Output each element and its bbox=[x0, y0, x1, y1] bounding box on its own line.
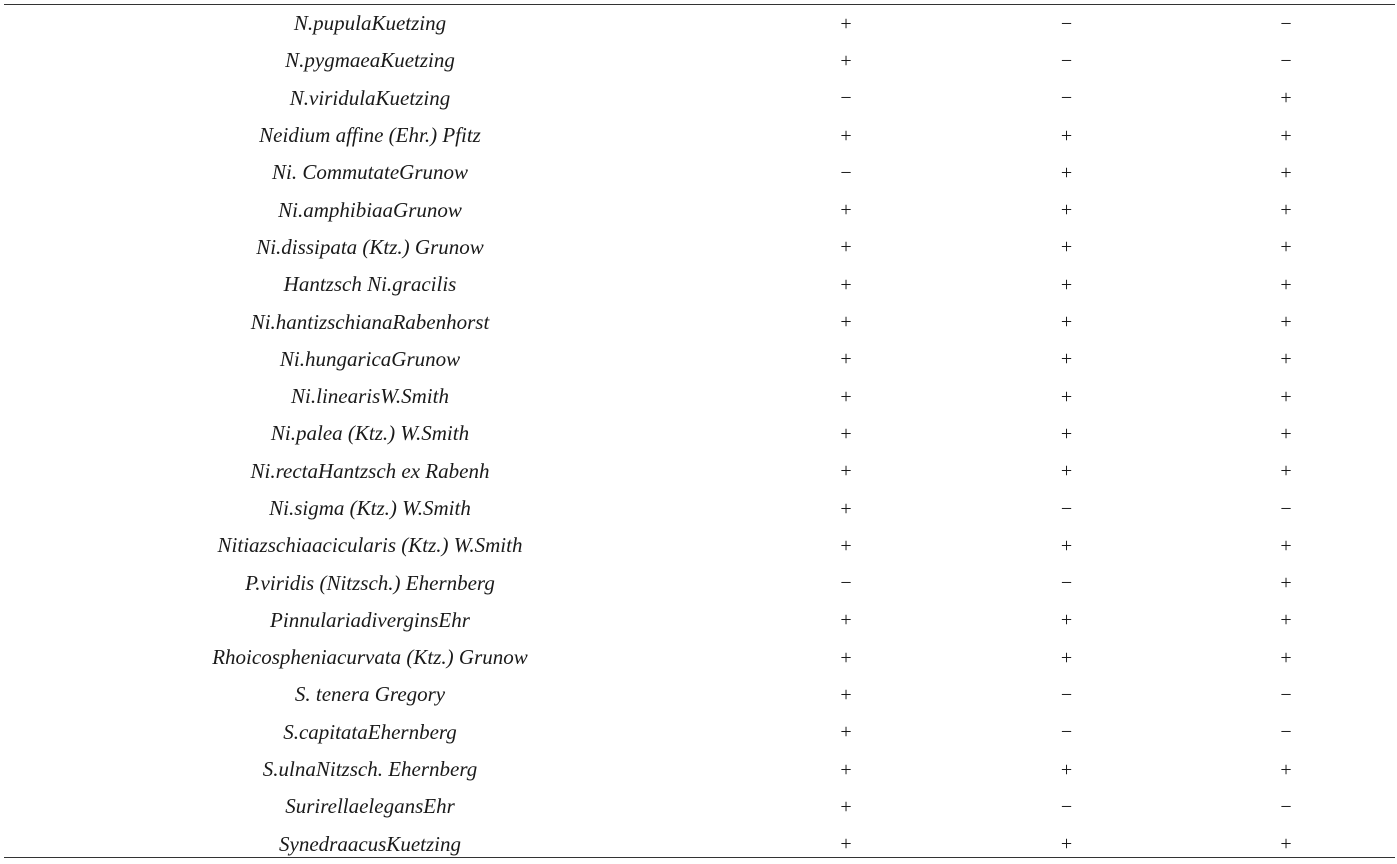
species-name-cell: Ni.rectaHantzsch ex Rabenh bbox=[250, 458, 490, 483]
presence-cell-col3: + bbox=[1280, 572, 1292, 595]
species-name-cell: Ni.hantizschianaRabenhorst bbox=[250, 309, 490, 334]
presence-cell-col3: + bbox=[1280, 534, 1292, 557]
presence-cell-col2: + bbox=[1060, 311, 1073, 334]
presence-cell-col2: − bbox=[1060, 12, 1073, 35]
table-row bbox=[4, 415, 1395, 452]
table-row bbox=[4, 154, 1395, 191]
species-name-cell: Ni.dissipata (Ktz.) Grunow bbox=[256, 234, 484, 259]
species-presence-table bbox=[4, 5, 1395, 863]
presence-cell-col3: + bbox=[1280, 833, 1292, 856]
presence-cell-col1: − bbox=[840, 161, 852, 184]
presence-cell-col1: + bbox=[840, 12, 852, 35]
species-name-cell: Ni.sigma (Ktz.) W.Smith bbox=[269, 496, 471, 520]
presence-cell-col1: + bbox=[840, 721, 852, 744]
table-row bbox=[4, 826, 1395, 863]
table-row bbox=[4, 80, 1395, 117]
presence-cell-col1: + bbox=[840, 646, 852, 669]
species-name-cell: Ni.hungaricaGrunow bbox=[279, 346, 461, 371]
presence-cell-col1: + bbox=[840, 385, 852, 408]
presence-cell-col3: + bbox=[1280, 422, 1292, 445]
species-name-cell: N.pygmaeaKuetzing bbox=[285, 48, 455, 73]
table-row bbox=[4, 42, 1395, 79]
presence-cell-col3: + bbox=[1280, 273, 1292, 296]
presence-cell-col1: + bbox=[840, 273, 852, 296]
presence-cell-col2: − bbox=[1060, 87, 1073, 110]
species-table bbox=[4, 4, 1395, 858]
presence-cell-col3: + bbox=[1280, 236, 1292, 259]
presence-cell-col3: + bbox=[1280, 758, 1292, 781]
presence-cell-col1: + bbox=[840, 199, 852, 222]
species-name-cell: S. tenera Gregory bbox=[294, 682, 446, 707]
presence-cell-col3: + bbox=[1280, 348, 1292, 371]
presence-cell-col2: + bbox=[1060, 833, 1073, 856]
table-row bbox=[4, 676, 1395, 713]
table-row bbox=[4, 303, 1395, 340]
presence-cell-col2: + bbox=[1060, 236, 1073, 259]
species-name-cell: Ni.linearisW.Smith bbox=[291, 384, 449, 409]
presence-cell-col2: + bbox=[1060, 199, 1073, 222]
table-row bbox=[4, 229, 1395, 266]
presence-cell-col1: + bbox=[840, 609, 852, 632]
species-name-cell: P.viridis (Nitzsch.) Ehernberg bbox=[245, 570, 495, 595]
presence-cell-col2: − bbox=[1060, 683, 1073, 706]
presence-cell-col3: + bbox=[1280, 646, 1292, 669]
presence-cell-col2: + bbox=[1060, 385, 1073, 408]
species-name-cell: Neidium affine (Ehr.) Pfitz bbox=[259, 123, 481, 148]
presence-cell-col1: + bbox=[840, 497, 852, 520]
species-name-cell: N.viridulaKuetzing bbox=[289, 85, 451, 110]
presence-cell-col3: − bbox=[1280, 12, 1292, 35]
species-name-cell: Ni.palea (Ktz.) W.Smith bbox=[270, 421, 470, 446]
presence-cell-col2: + bbox=[1060, 609, 1073, 632]
table-body bbox=[4, 5, 1395, 863]
presence-cell-col2: + bbox=[1060, 534, 1073, 557]
presence-cell-col2: − bbox=[1060, 795, 1073, 818]
presence-cell-col2: − bbox=[1060, 49, 1073, 72]
presence-cell-col1: + bbox=[840, 683, 852, 706]
presence-cell-col1: − bbox=[840, 572, 852, 595]
species-name-cell: Ni. CommutateGrunow bbox=[271, 160, 468, 185]
table-row bbox=[4, 564, 1395, 601]
table-row bbox=[4, 341, 1395, 378]
table-row bbox=[4, 378, 1395, 415]
table-row bbox=[4, 788, 1395, 825]
presence-cell-col1: + bbox=[840, 534, 852, 557]
presence-cell-col3: − bbox=[1280, 683, 1292, 706]
presence-cell-col2: − bbox=[1060, 721, 1073, 744]
presence-cell-col3: − bbox=[1280, 795, 1292, 818]
presence-cell-col2: + bbox=[1060, 124, 1073, 147]
presence-cell-col1: + bbox=[840, 124, 852, 147]
presence-cell-col1: + bbox=[840, 311, 852, 334]
species-name-cell: S.ulnaNitzsch. Ehernberg bbox=[262, 757, 478, 782]
table-row bbox=[4, 490, 1395, 527]
presence-cell-col3: + bbox=[1280, 124, 1292, 147]
presence-cell-col3: + bbox=[1280, 609, 1292, 632]
presence-cell-col3: + bbox=[1280, 385, 1292, 408]
presence-cell-col3: − bbox=[1280, 721, 1292, 744]
presence-cell-col3: − bbox=[1280, 497, 1292, 520]
presence-cell-col1: + bbox=[840, 348, 852, 371]
presence-cell-col3: + bbox=[1280, 311, 1292, 334]
presence-cell-col3: − bbox=[1280, 49, 1292, 72]
presence-cell-col3: + bbox=[1280, 460, 1292, 483]
presence-cell-col2: + bbox=[1060, 460, 1073, 483]
presence-cell-col3: + bbox=[1280, 87, 1292, 110]
presence-cell-col1: + bbox=[840, 422, 852, 445]
presence-cell-col1: + bbox=[840, 460, 852, 483]
table-row bbox=[4, 602, 1395, 639]
table-row bbox=[4, 117, 1395, 154]
presence-cell-col2: − bbox=[1060, 572, 1073, 595]
table-row bbox=[4, 751, 1395, 788]
species-name-cell: PinnulariadiverginsEhr bbox=[270, 607, 470, 632]
presence-cell-col3: + bbox=[1280, 199, 1292, 222]
species-name-cell: Hantzsch Ni.gracilis bbox=[283, 272, 457, 297]
species-name-cell: Rhoicospheniacurvata (Ktz.) Grunow bbox=[212, 645, 528, 670]
presence-cell-col2: + bbox=[1060, 758, 1073, 781]
table-row bbox=[4, 527, 1395, 564]
presence-cell-col1: + bbox=[840, 833, 852, 856]
presence-cell-col2: + bbox=[1060, 348, 1073, 371]
presence-cell-col2: + bbox=[1060, 161, 1073, 184]
presence-cell-col1: + bbox=[840, 49, 852, 72]
species-name-cell: SurirellaelegansEhr bbox=[285, 794, 455, 819]
table-row bbox=[4, 453, 1395, 490]
presence-cell-col1: + bbox=[840, 236, 852, 259]
presence-cell-col2: − bbox=[1060, 497, 1073, 520]
species-name-cell: N.pupulaKuetzing bbox=[293, 11, 447, 36]
presence-cell-col2: + bbox=[1060, 273, 1073, 296]
table-row bbox=[4, 266, 1395, 303]
presence-cell-col1: − bbox=[840, 87, 852, 110]
species-name-cell: SynedraacusKuetzing bbox=[279, 831, 461, 856]
species-name-cell: Ni.amphibiaaGrunow bbox=[278, 197, 462, 222]
table-row bbox=[4, 5, 1395, 42]
presence-cell-col1: + bbox=[840, 795, 852, 818]
presence-cell-col2: + bbox=[1060, 422, 1073, 445]
presence-cell-col3: + bbox=[1280, 161, 1292, 184]
presence-cell-col2: + bbox=[1060, 646, 1073, 669]
table-row bbox=[4, 714, 1395, 751]
species-name-cell: S.capitataEhernberg bbox=[283, 719, 457, 744]
species-name-cell: Nitiazschiaacicularis (Ktz.) W.Smith bbox=[217, 533, 523, 558]
table-row bbox=[4, 191, 1395, 228]
presence-cell-col1: + bbox=[840, 758, 852, 781]
table-row bbox=[4, 639, 1395, 676]
